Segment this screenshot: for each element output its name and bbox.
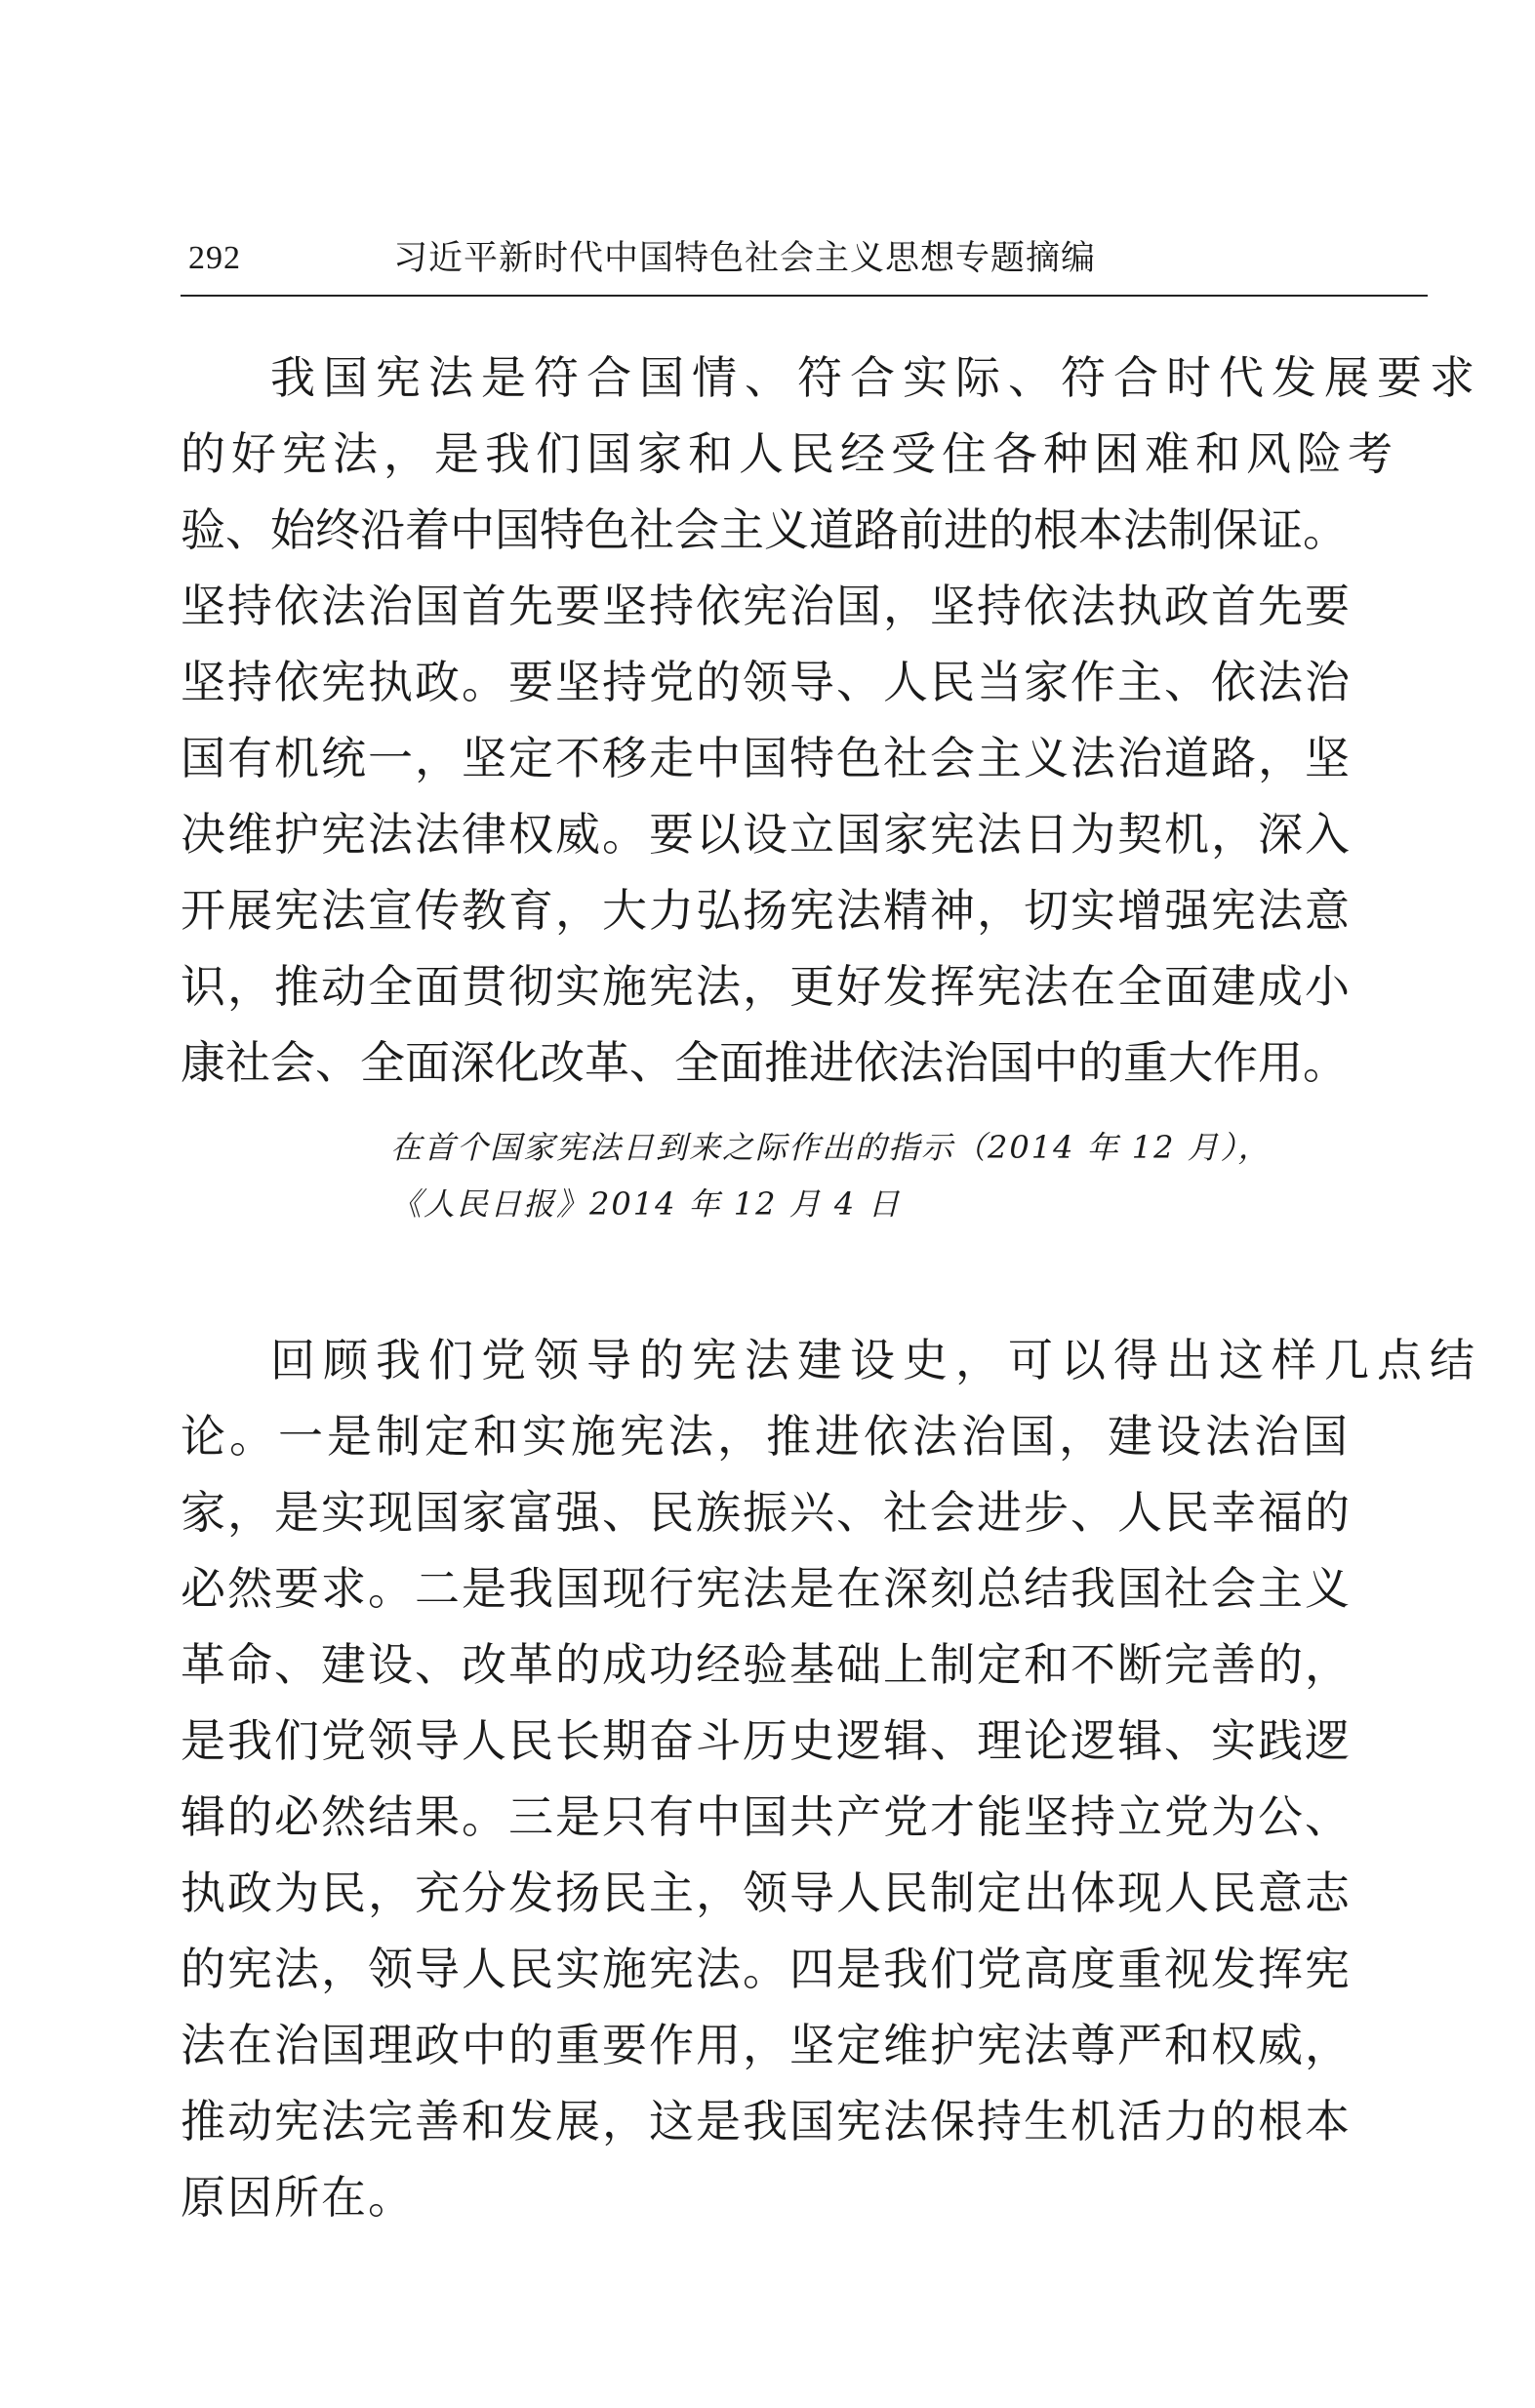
text-line: 革命、建设、改革的成功经验基础上制定和不断完善的， (181, 1638, 1352, 1691)
text-line: 辑的必然结果。三是只有中国共产党才能坚持立党为公、 (181, 1790, 1352, 1843)
source-line: 在首个国家宪法日到来之际作出的指示（2014 年 12 月）， (390, 1129, 1272, 1166)
page-number: 292 (188, 240, 241, 276)
text-line: 的宪法，领导人民实施宪法。四是我们党高度重视发挥宪 (181, 1943, 1352, 1995)
text-line: 我国宪法是符合国情、符合实际、符合时代发展要求 (270, 351, 1482, 404)
text-line: 推动宪法完善和发展，这是我国宪法保持生机活力的根本 (181, 2095, 1352, 2147)
text-line: 决维护宪法法律权威。要以设立国家宪法日为契机，深入 (181, 808, 1352, 861)
text-line: 康社会、全面深化改革、全面推进依法治国中的重大作用。 (181, 1036, 1348, 1089)
text-line: 的好宪法，是我们国家和人民经受住各种困难和风险考 (181, 427, 1398, 480)
text-line: 坚持依法治国首先要坚持依宪治国，坚持依法执政首先要 (181, 580, 1352, 632)
text-line: 法在治国理政中的重要作用，坚定维护宪法尊严和权威， (181, 2019, 1352, 2071)
text-line: 坚持依宪执政。要坚持党的领导、人民当家作主、依法治 (181, 656, 1352, 708)
excerpt-paragraph-2 (181, 1322, 1482, 2235)
excerpt-paragraph-1 (181, 340, 1482, 1101)
text-line: 必然要求。二是我国现行宪法是在深刻总结我国社会主义 (181, 1562, 1352, 1615)
text-line: 原因所在。 (181, 2171, 415, 2224)
text-line: 执政为民，充分发扬民主，领导人民制定出体现人民意志 (181, 1866, 1352, 1919)
source-line: 《人民日报》2014 年 12 月 4 日 (390, 1185, 902, 1223)
text-line: 是我们党领导人民长期奋斗历史逻辑、理论逻辑、实践逻 (181, 1714, 1352, 1767)
source-citation (390, 1119, 1434, 1232)
running-head: 习近平新时代中国特色社会主义思想专题摘编 (393, 239, 1097, 278)
text-line: 回顾我们党领导的宪法建设史，可以得出这样几点结 (270, 1334, 1482, 1386)
page-header (181, 234, 1425, 293)
text-line: 验、始终沿着中国特色社会主义道路前进的根本法制保证。 (181, 503, 1348, 556)
text-line: 家，是实现国家富强、民族振兴、社会进步、人民幸福的 (181, 1486, 1352, 1539)
text-line: 国有机统一，坚定不移走中国特色社会主义法治道路，坚 (181, 732, 1352, 784)
text-line: 开展宪法宣传教育，大力弘扬宪法精神，切实增强宪法意 (181, 884, 1352, 937)
text-line: 识，推动全面贯彻实施宪法，更好发挥宪法在全面建成小 (181, 960, 1352, 1013)
text-line: 论。一是制定和实施宪法，推进依法治国，建设法治国 (181, 1410, 1352, 1463)
header-rule (181, 295, 1428, 297)
